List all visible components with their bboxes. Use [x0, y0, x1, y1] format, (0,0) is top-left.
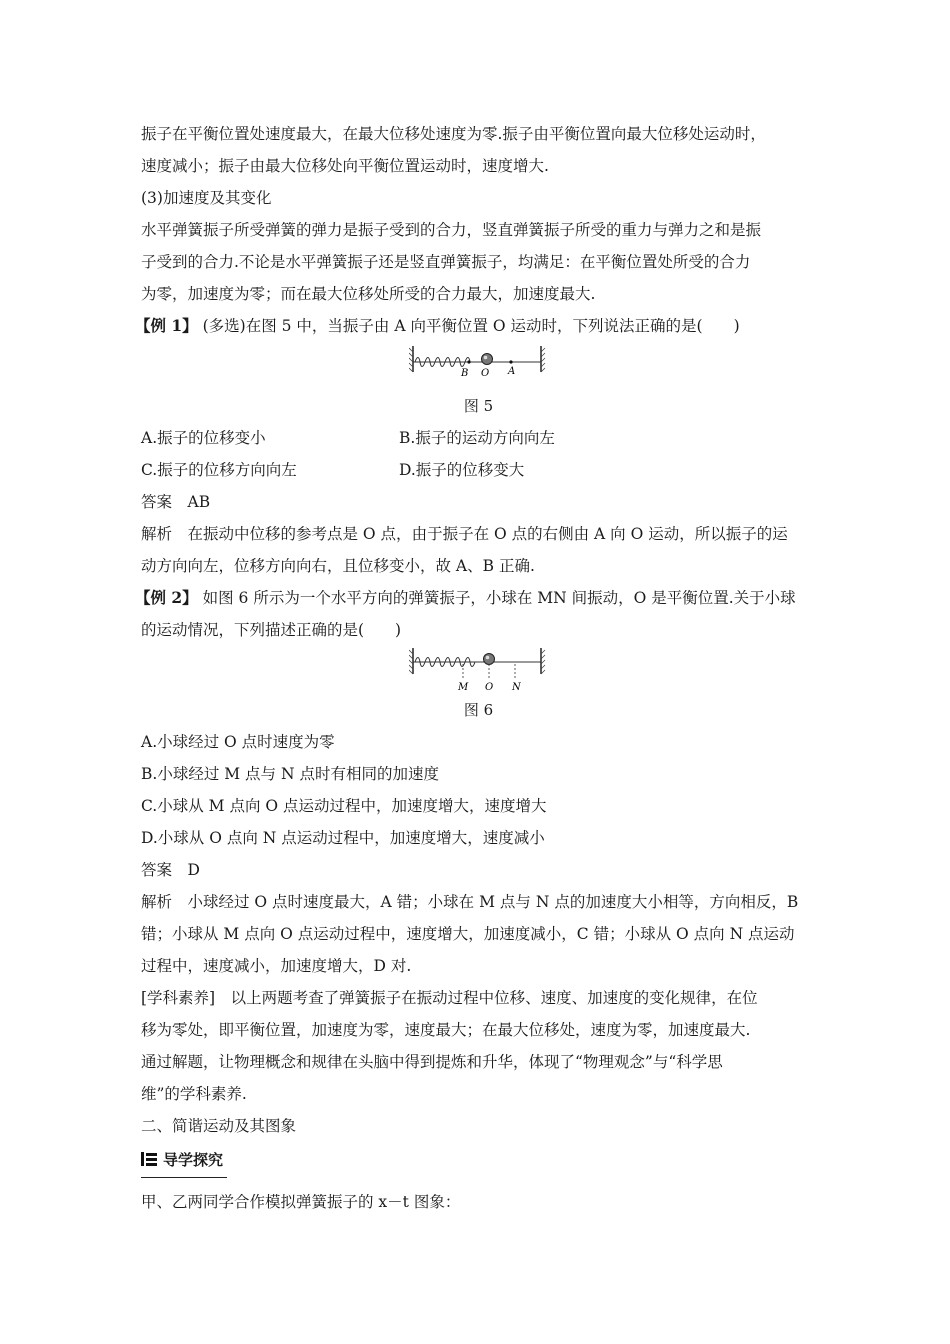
example2-stem-text-1: 如图 6 所示为一个水平方向的弹簧振子，小球在 MN 间振动，O 是平衡位置.关于小球	[197, 589, 796, 607]
guide-heading	[141, 1144, 816, 1174]
intro-line-2: 速度减小；振子由最大位移处向平衡位置运动时，速度增大.	[141, 157, 549, 175]
figure5-label-b: B	[460, 368, 468, 379]
literacy-line-3: 通过解题，让物理概念和规律在头脑中得到提炼和升华，体现了“物理观念”与“科学思	[141, 1053, 723, 1071]
intro-line-4: 水平弹簧振子所受弹簧的弹力是振子受到的合力，竖直弹簧振子所受的重力与弹力之和是振	[141, 221, 762, 239]
example2-stem-line-2: 的运动情况，下列描述正确的是( )	[141, 621, 402, 639]
spring-oscillator-diagram-2	[409, 646, 549, 694]
intro-line-6: 为零，加速度为零；而在最大位移处所受的合力最大，加速度最大.	[141, 285, 596, 303]
guide-heading-rule	[141, 1177, 227, 1178]
figure6-label-n: N	[511, 682, 521, 693]
spring-oscillator-diagram	[409, 342, 549, 390]
document-page	[135, 118, 816, 1218]
guide-heading-text: 导学探究	[163, 1150, 224, 1169]
figure6-label-m: M	[457, 682, 468, 693]
figure-6	[141, 646, 816, 696]
intro-line-5: 子受到的合力.不论是水平弹簧振子还是竖直弹簧振子，均满足：在平衡位置处所受的合力	[141, 253, 751, 271]
literacy-line-1: [学科素养] 以上两题考查了弹簧振子在振动过程中位移、速度、加速度的变化规律，在位	[141, 989, 758, 1007]
figure6-label-o: O	[484, 682, 493, 693]
example1-tag: 【例 1】	[135, 316, 198, 335]
figure5-label-o: O	[480, 368, 489, 379]
figure-6-caption: 图 6	[463, 701, 494, 719]
example2-option-a: A.小球经过 O 点时速度为零	[141, 733, 335, 751]
example1-answer: 答案 AB	[141, 493, 211, 511]
example1-analysis-1: 解析 在振动中位移的参考点是 O 点，由于振子在 O 点的右侧由 A 向 O 运动，所以振子的运	[141, 525, 788, 543]
example1-stem-text: (多选)在图 5 中，当振子由 A 向平衡位置 O 运动时，下列说法正确的是( )	[197, 317, 740, 335]
example1-stem	[135, 310, 816, 342]
example2-analysis-3: 过程中，速度减小，加速度增大，D 对.	[141, 957, 412, 975]
example1-option-a: A.振子的位移变小	[141, 429, 266, 447]
literacy-line-2: 移为零处，即平衡位置，加速度为零，速度最大；在最大位移处，速度为零，加速度最大.	[141, 1021, 751, 1039]
example1-option-b: B.振子的运动方向向左	[399, 429, 555, 447]
literacy-line-4: 维”的学科素养.	[141, 1085, 247, 1103]
example1-option-d: D.振子的位移变大	[399, 461, 525, 479]
figure-5-caption: 图 5	[463, 397, 494, 415]
example2-analysis-1: 解析 小球经过 O 点时速度最大，A 错；小球在 M 点与 N 点的加速度大小相等，方向相反，B	[141, 893, 799, 911]
example2-option-c: C.小球从 M 点向 O 点运动过程中，加速度增大，速度增大	[141, 797, 547, 815]
example2-answer: 答案 D	[141, 861, 200, 879]
section2-last-line: 甲、乙两同学合作模拟弹簧振子的 x－t 图象：	[141, 1193, 461, 1211]
example2-option-d: D.小球从 O 点向 N 点运动过程中，加速度增大，速度减小	[141, 829, 545, 847]
subheading-acceleration: (3)加速度及其变化	[141, 189, 272, 207]
example2-stem	[135, 582, 816, 614]
guide-icon	[141, 1152, 157, 1166]
example2-analysis-2: 错；小球从 M 点向 O 点运动过程中，速度增大，加速度减小，C 错；小球从 O 点向 N 点运动	[141, 925, 795, 943]
section2-title: 二、简谐运动及其图象	[141, 1117, 297, 1135]
example1-option-c: C.振子的位移方向向左	[141, 461, 297, 479]
guide-heading-block	[141, 1144, 816, 1174]
intro-line-1: 振子在平衡位置处速度最大，在最大位移处速度为零.振子由平衡位置向最大位移处运动时，	[141, 125, 766, 143]
figure5-label-a: A	[507, 366, 515, 377]
example1-analysis-2: 动方向向左，位移方向向右，且位移变小，故 A、B 正确.	[141, 557, 535, 575]
example2-option-b: B.小球经过 M 点与 N 点时有相同的加速度	[141, 765, 439, 783]
example2-tag: 【例 2】	[135, 588, 198, 607]
figure-5	[141, 342, 816, 392]
